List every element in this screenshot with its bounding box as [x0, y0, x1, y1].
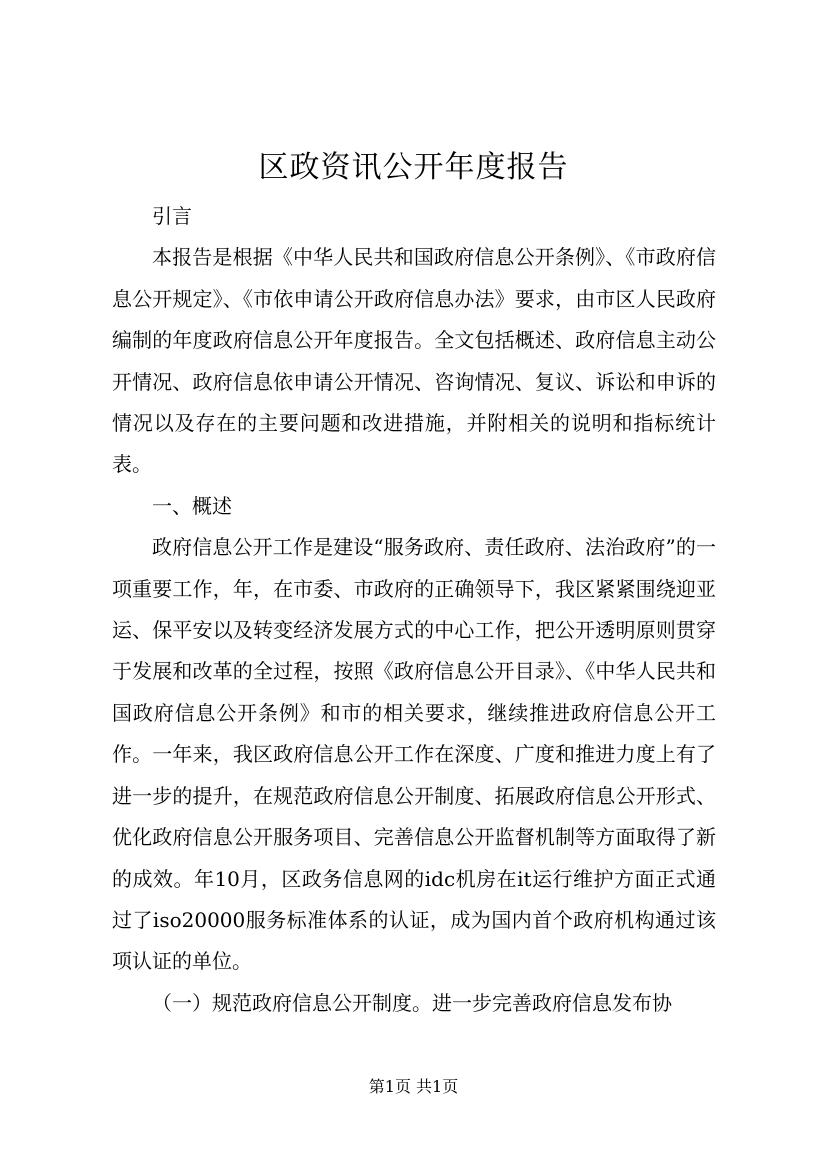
- document-title: 区政资讯公开年度报告: [258, 150, 569, 185]
- section-overview-paragraph: 政府信息公开工作是建设“服务政府、责任政府、法治政府”的一项重要工作，年，在市委、市政府的正确领导下，我区紧紧围绕迎亚运、保平安以及转变经济发展方式的中心工作，把公开透明原则贯穿于发展和改革的全过程，按照《政府信息公开目录》、《中华人民共和国政府信息公开条例》和市的相关要求，继续推进政府信息公开工作。一年来，我区政府信息公开工作在深度、广度和推进力度上有了进一步的提升，在规范政府信息公开制度、拓展政府信息公开形式、优化政府信息公开服务项目、完善信息公开监督机制等方面取得了新的成效。年10月，区政务信息网的idc机房在it运行维护方面正式通过了iso20000服务标准体系的认证，成为国内首个政府机构通过该项认证的单位。: [112, 535, 716, 974]
- page-footer: 第1页 共1页: [368, 1077, 459, 1096]
- intro-heading: 引言: [152, 204, 192, 228]
- intro-paragraph: 本报告是根据《中华人民共和国政府信息公开条例》、《市政府信息公开规定》、《市依申请公开政府信息办法》要求，由市区人民政府编制的年度政府信息公开年度报告。全文包括概述、政府信息主动公开情况、政府信息依申请公开情况、咨询情况、复议、诉讼和申诉的情况以及存在的主要问题和改进措施，并附相关的说明和指标统计表。: [112, 245, 716, 477]
- section-overview-heading: 一、概述: [152, 493, 232, 518]
- document-body: [112, 196, 716, 1024]
- subsection-standardize-line: （一）规范政府信息公开制度。进一步完善政府信息发布协: [152, 990, 672, 1015]
